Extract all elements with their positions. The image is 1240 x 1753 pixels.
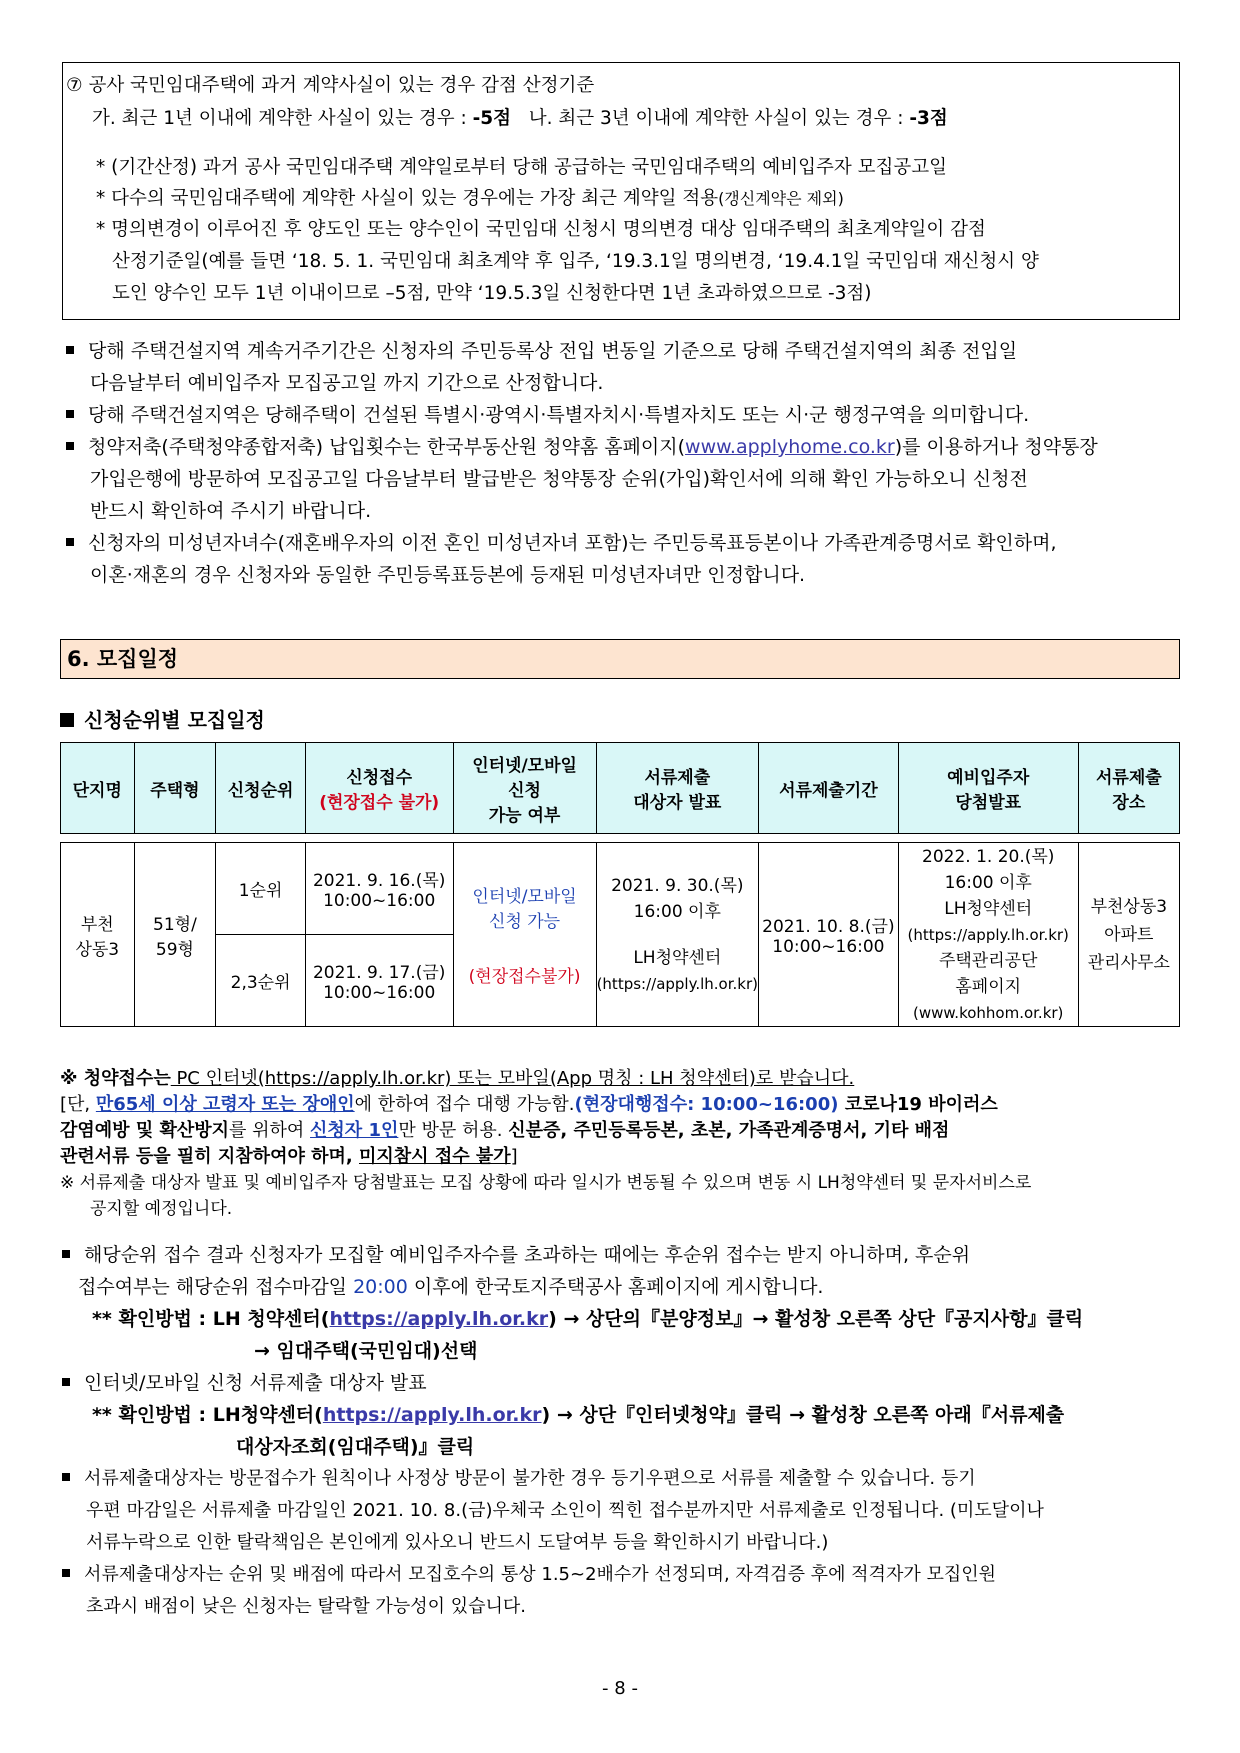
section-title: 6. 모집일정	[60, 639, 1180, 679]
cell-house-type: 51형/59형	[134, 843, 216, 1027]
square-bullet-icon	[60, 713, 74, 727]
header-place: 서류제출 장소	[1078, 743, 1179, 834]
bullet-next-rank: 해당순위 접수 결과 신청자가 모집할 예비입주자수를 초과하는 때에는 후순위 접수는 받지 아니하며, 후순위	[62, 1240, 970, 1270]
bullet-minor-children: 신청자의 미성년자녀수(재혼배우자의 이전 혼인 미성년자녀 포함)는 주민등록표등본이나 가족관계증명서로 확인하며,	[66, 528, 1057, 558]
cell-doc-period: 2021. 10. 8.(금) 10:00~16:00	[759, 843, 899, 1027]
cell-date1: 2021. 9. 16.(목) 10:00~16:00	[305, 843, 453, 935]
check-method-2-cont: 대상자조회(임대주택)』클릭	[236, 1436, 475, 1458]
cell-complex: 부천 상동3	[61, 843, 135, 1027]
square-bullet-icon	[66, 538, 74, 546]
square-bullet-icon	[62, 1378, 70, 1386]
square-bullet-icon	[62, 1473, 70, 1481]
square-bullet-icon	[66, 410, 74, 418]
check-method-2: ** 확인방법 : LH청약센터(https://apply.lh.or.kr) → 상단『인터넷청약』클릭 → 활성창 오른쪽 아래『서류제출	[92, 1404, 1065, 1426]
box7-line-ab: 가. 최근 1년 이내에 계약한 사실이 있는 경우 : -5점 나. 최근 3년 이내에 계약한 사실이 있는 경우 : -3점	[92, 108, 948, 129]
bullet-next-rank-cont: 접수여부는 해당순위 접수마감일 20:00 이후에 한국토지주택공사 홈페이지에 게시합니다.	[78, 1276, 824, 1298]
check-method-1: ** 확인방법 : LH 청약센터(https://apply.lh.or.kr) → 상단의『분양정보』→ 활성창 오른쪽 상단『공지사항』클릭	[92, 1308, 1084, 1330]
box7-star1: * (기간산정) 과거 공사 국민임대주택 계약일로부터 당해 공급하는 국민임대주택의 예비입주자 모집공고일	[96, 157, 947, 178]
cell-doc-place: 부천상동3 아파트 관리사무소	[1078, 843, 1179, 1027]
lh-apply-link-1[interactable]: https://apply.lh.or.kr	[329, 1308, 549, 1330]
schedule-table	[60, 742, 1180, 1027]
box7-star3-line3: 도인 양수인 모두 1년 이내이므로 –5점, 만약 ‘19.5.3일 신청한다면 1년 초과하였으므로 -3점)	[112, 283, 872, 304]
header-online: 인터넷/모바일 신청 가능 여부	[453, 743, 596, 834]
bullet-residence-period-cont: 다음날부터 예비입주자 모집공고일 까지 기간으로 산정합니다.	[90, 372, 604, 394]
cell-online: 인터넷/모바일 신청 가능 (현장접수불가)	[453, 843, 596, 1027]
header-complex: 단지명	[61, 743, 135, 834]
table-row	[61, 843, 1180, 935]
bullet-selection-ratio-cont: 초과시 배점이 낮은 신청자는 탈락할 가능성이 있습니다.	[86, 1596, 526, 1617]
bullet-registered-mail-cont1: 우편 마감일은 서류제출 마감일인 2021. 10. 8.(금)우체국 소인이 찍힌 접수분까지만 서류제출로 인정됩니다. (미도달이나	[86, 1500, 1044, 1521]
note-proxy-line2: 감염예방 및 확산방지를 위하여 신청자 1인만 방문 허용. 신분증, 주민등록등본, 초본, 가족관계증명서, 기타 배점	[60, 1120, 950, 1141]
bullet-registered-mail-cont2: 서류누락으로 인한 탈락책임은 본인에게 있사오니 반드시 도달여부 등을 확인하시기 바랍니다.)	[86, 1532, 829, 1553]
bullet-minor-children-cont: 이혼·재혼의 경우 신청자와 동일한 주민등록표등본에 등재된 미성년자녀만 인정합니다.	[90, 564, 806, 586]
table-header-row	[61, 743, 1180, 834]
box7-star2: * 다수의 국민임대주택에 계약한 사실이 있는 경우에는 가장 최근 계약일 적용(갱신계약은 제외)	[96, 188, 844, 209]
bullet-savings-count-cont2: 반드시 확인하여 주시기 바랍니다.	[90, 500, 372, 522]
header-receipt: 신청접수 (현장접수 불가)	[305, 743, 453, 834]
schedule-subtitle: 신청순위별 모집일정	[60, 704, 265, 733]
bullet-registered-mail: 서류제출대상자는 방문접수가 원칙이나 사정상 방문이 불가한 경우 등기우편으로 서류를 제출할 수 있습니다. 등기	[62, 1464, 976, 1494]
note-schedule-change: ※ 서류제출 대상자 발표 및 예비입주자 당첨발표는 모집 상황에 따라 일시가 변동될 수 있으며 변동 시 LH청약센터 및 문자서비스로	[60, 1173, 1032, 1193]
note-application: ※ 청약접수는 PC 인터넷(https://apply.lh.or.kr) 또는 모바일(App 명칭 : LH 청약센터)로 받습니다.	[60, 1068, 855, 1089]
cell-date2: 2021. 9. 17.(금) 10:00~16:00	[305, 935, 453, 1027]
check-method-1-cont: → 임대주택(국민임대)선택	[254, 1340, 478, 1362]
note-proxy-line1: [단, 만65세 이상 고령자 또는 장애인에 한하여 접수 대행 가능함.(현장대행접수: 10:00~16:00) 코로나19 바이러스	[60, 1094, 998, 1115]
applyhome-link[interactable]: www.applyhome.co.kr	[685, 436, 895, 458]
square-bullet-icon	[62, 1569, 70, 1577]
header-winner: 예비입주자 당첨발표	[898, 743, 1078, 834]
cell-rank1: 1순위	[216, 843, 306, 935]
header-docs: 서류제출 대상자 발표	[596, 743, 758, 834]
page-number: - 8 -	[602, 1678, 638, 1699]
bullet-doc-announce: 인터넷/모바일 신청 서류제출 대상자 발표	[62, 1368, 427, 1398]
square-bullet-icon	[66, 346, 74, 354]
header-period: 서류제출기간	[759, 743, 899, 834]
box7-star3-line2: 산정기준일(예를 들면 ‘18. 5. 1. 국민임대 최초계약 후 입주, ‘19.3.1일 명의변경, ‘19.4.1일 국민임대 재신청시 양	[112, 251, 1039, 272]
square-bullet-icon	[62, 1250, 70, 1258]
box7-star3-line1: * 명의변경이 이루어진 후 양도인 또는 양수인이 국민임대 신청시 명의변경 대상 임대주택의 최초계약일이 감점	[96, 219, 986, 240]
cell-docs-announce: 2021. 9. 30.(목) 16:00 이후 LH청약센터 (https://apply.lh.or.kr)	[596, 843, 758, 1027]
cell-winner-announce: 2022. 1. 20.(목) 16:00 이후 LH청약센터 (https://apply.lh.or.kr) 주택관리공단 홈페이지 (www.kohhom.or.kr)	[898, 843, 1078, 1027]
bullet-construction-area: 당해 주택건설지역은 당해주택이 건설된 특별시·광역시·특별자치시·특별자치도 또는 시·군 행정구역을 의미합니다.	[66, 400, 1029, 430]
bullet-savings-count-cont1: 가입은행에 방문하여 모집공고일 다음날부터 발급받은 청약통장 순위(가입)확인서에 의해 확인 가능하오니 신청전	[90, 468, 1028, 490]
note-schedule-change-cont: 공지할 예정입니다.	[90, 1199, 233, 1219]
bullet-residence-period: 당해 주택건설지역 계속거주기간은 신청자의 주민등록상 전입 변동일 기준으로 당해 주택건설지역의 최종 전입일	[66, 336, 1017, 366]
bullet-selection-ratio: 서류제출대상자는 순위 및 배점에 따라서 모집호수의 통상 1.5~2배수가 선정되며, 자격검증 후에 적격자가 모집인원	[62, 1560, 996, 1590]
box7-title: ⑦ 공사 국민임대주택에 과거 계약사실이 있는 경우 감점 산정기준	[66, 75, 595, 96]
cell-rank2: 2,3순위	[216, 935, 306, 1027]
lh-apply-link-2[interactable]: https://apply.lh.or.kr	[322, 1404, 542, 1426]
header-type: 주택형	[134, 743, 216, 834]
square-bullet-icon	[66, 442, 74, 450]
bullet-savings-count: 청약저축(주택청약종합저축) 납입횟수는 한국부동산원 청약홈 홈페이지(www.applyhome.co.kr)를 이용하거나 청약통장	[66, 432, 1098, 462]
header-rank: 신청순위	[216, 743, 306, 834]
note-proxy-line3: 관련서류 등을 필히 지참하여야 하며, 미지참시 접수 불가]	[60, 1146, 518, 1167]
